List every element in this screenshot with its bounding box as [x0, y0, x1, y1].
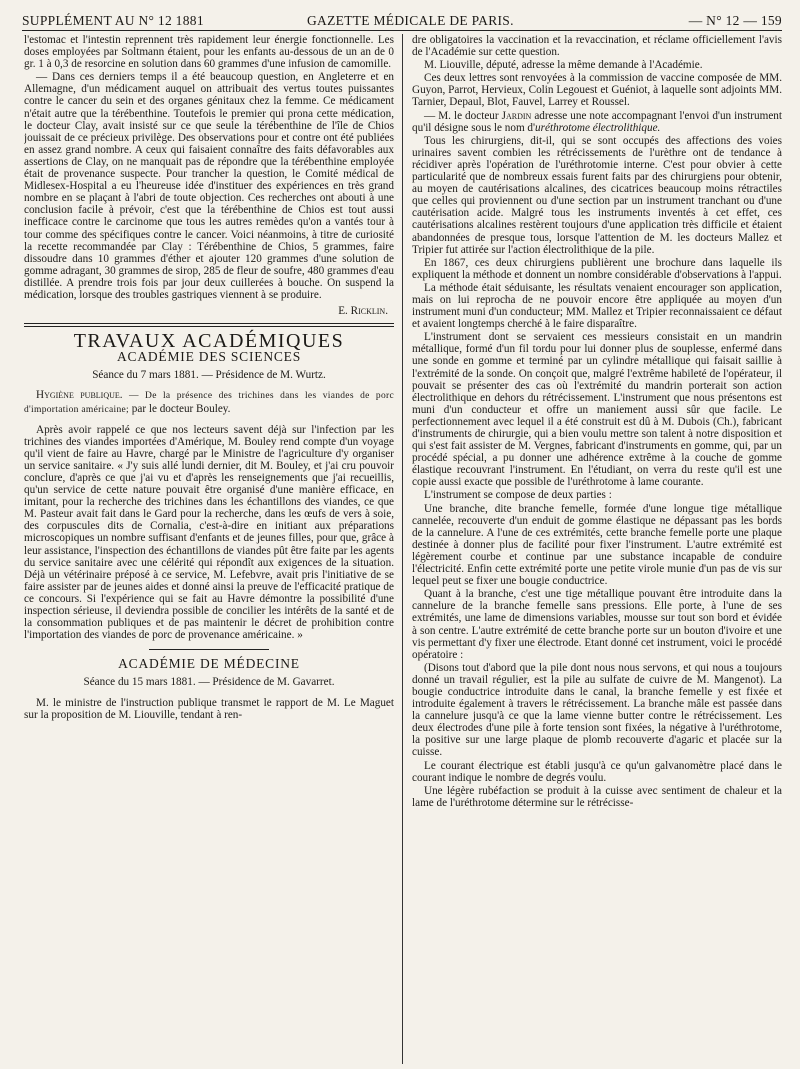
paragraph: Ces deux lettres sont renvoyées à la commission de vaccine composée de MM. Guyon, Parrot, Hervieux, Colin Legouest et Guéniot, à laquelle sont adjoints MM. Tarnier, Depaul, Blot, Fauvel, Larrey et Roussel. [412, 72, 782, 109]
paragraph: Le courant électrique est établi jusqu'à ce qu'un galvanomètre placé dans le courant indique le nombre de degrés voulu. [412, 759, 782, 784]
paragraph: M. Liouville, député, adresse la même demande à l'Académie. [424, 59, 703, 72]
paragraph: En 1867, ces deux chirurgiens publièrent une brochure dans laquelle ils expliquent la méthode et donnent un nombre considérable d'observations à l'appui. [412, 256, 782, 281]
paragraph: — Dans ces derniers temps il a été beaucoup question, en Angleterre et en Allemagne, d'un médicament auquel on attribuait des vertus toutes puissantes contre le cancer du sein et des organes génitaux chez la femme. Ce médicament n'était autre que la térébenthine. Toutefois le premier qui prona cette médication, le docteur Clay, avait insisté sur ce que seule la térébenthine de l'île de Chios jouissait de ce précieux privilège. Des observations pour et contre ont été publiées en assez grand nombre. A ceux qui faisaient connaître des faits défavorables aux assertions de Clay, on ne manquait pas de répondre que la térébenthine employée était de provenance suspecte. Pour trancher la question, le Comité médical de Midlesex-Hospital a eu l'heureuse idée d'instituer des expériences en très grand nombre en se plaçant à l'abri de toute objection. Ces recherches ont abouti à une conclusion facile à prévoir, c'est que la térébenthine de Chios est tout aussi inefficace contre le carcinome que tous les autres remèdes qu'on a vantés tour à tour comme des spécifiques contre le cancer. Voici néanmoins, à titre de curiosité la recette recommandée par Clay : Térébenthine de Chios, 5 grammes, faire dissoudre dans 10 grammes d'éther et ajouter 120 grammes d'une solution de gomme adragant, 30 grammes de sirop, 285 de fleur de soufre, 480 grammes d'eau distillée. A prendre trois fois par jour deux cuillerées à bouche. On suspend la médication, lorsque des troubles gastriques viennent à se produire. [24, 71, 394, 301]
academy-title: ACADÉMIE DES SCIENCES [116, 349, 302, 365]
section-divider [24, 323, 394, 327]
paragraph: — M. le docteur Jardin adresse une note accompagnant l'envoi d'un instrument qu'il désigne sous le nom d'uréthrotome électrolithique. [412, 109, 782, 134]
paragraph: Une branche, dite branche femelle, formée d'une longue tige métallique cannelée, recouverte d'un enduit de gomme élastique ne dépassant pas les bords de la cannelure. A l'une de ces extrémités, cette branche femelle porte une plaque destinée à donner plus de facilité pour fixer l'instrument. L'autre extrémité est légèrement courbe et continue par une substance incapable de conduire l'électricité. Enfin cette extrémité porte une petite virole munie d'un pas de vis sur lequel peut se fixer une bougie conductrice. [412, 502, 782, 588]
page-header [22, 4, 782, 31]
rubric: Hygiène publique. — De la présence des trichines dans les viandes de porc d'importation américaine; par le docteur Bouley. [24, 389, 394, 415]
left-column [24, 34, 394, 1066]
section-title: TRAVAUX ACADÉMIQUES [73, 330, 345, 353]
header-page-number: — N° 12 — 159 [688, 13, 782, 28]
paragraph: La méthode était séduisante, les résultats venaient encourager son application, mais on lui reprocha de ne pouvoir encore être appliquée au moyen d'un instrument muni d'un conducteur; MM. Mallez et Tripier reconnaissaient ce défaut et avaient longtemps cherché à le faire disparaître. [412, 281, 782, 331]
paragraph: Après avoir rappelé ce que nos lecteurs savent déjà sur l'infection par les trichines des viandes importées d'Amérique, M. Bouley rend compte d'un voyage qu'il vient de faire au Havre, chargé par le Ministre de l'agriculture d'y organiser un service sanitaire. « J'y suis allé lundi dernier, dit M. Bouley, et j'ai cru pouvoir conclure, d'après ce que j'ai vu et d'après les renseignements que j'ai recueillis, qu'un service de cette nature pouvait être organisé d'une manière efficace, en imitant, pour la recherche des trichines dans les échantillons des viandes, ce que M. Pasteur avait fait dans le Gard pour la recherche, dans les œufs de vers à soie, des corpuscules dits de Cornalia, c'est-à-dire en initiant aux préparations microscopiques un nombre suffisant d'enfants et de jeunes filles, pour que, grâce à leur assistance, l'inspection des échantillons de viandes pût être faite par les agents du service sanitaire avec une célérité qui répondît aux exigences de la situation. Déjà un vétérinaire préposé à ce service, M. Lefebvre, avait pris l'initiative de se faire assister par de jeunes aides et donné ainsi la preuve de l'efficacité pratique de ce concours. Si l'expérience qui se fait au Havre démontre la possibilité d'une inspection sérieuse, il deviendra possible de concilier les intérêts de la santé et de la consommation publiques et de pas maintenir le décret de prohibition contre l'importation des viandes de porc de provenance américaine. » [24, 423, 394, 642]
academy-title: ACADÉMIE DE MÉDECINE [118, 656, 300, 672]
paragraph: Quant à la branche, c'est une tige métallique pouvant être introduite dans la cannelure de la branche femelle sans pressions. Elle porte, à l'une de ses extrémités, une lame de dimensions variables, mousse sur tout son bord et évidée à son centre. L'autre extrémité de cette branche porte sur un bouton d'ivoire et une vis permettant d'y fixer une électrode. Etant donné cet instrument, voici le procédé opératoire : [412, 588, 782, 661]
paragraph: dre obligatoires la vaccination et la revaccination, et réclame officiellement l'avis de l'Académie sur cette question. [412, 34, 782, 59]
paragraph: L'instrument dont se servaient ces messieurs consistait en un mandrin métallique, formé d'un fil tordu pour lui donner plus de souplesse, enfermé dans une sonde en gomme et terminé par un cylindre métallique qui faisait saillie à l'extrémité de la sonde. On conçoit que, malgré l'extrême habileté de l'opérateur, il pouvait se présenter des cas où l'extrémité du mandrin porterait son action électrolithique en dehors du rétrécissement. L'instrument que nous présentons est muni d'un conducteur et offre un maniement aussi sûr que facile. Le perfectionnement avec lequel il a été construit est dû à M. Dubois (Ch.), fabricant d'instruments de chirurgie, qui a bien voulu mettre son talent à notre disposition et qui s'est fait assister de M. Vergnes, fabricant d'instruments en gomme, qui, par un procédé spécial, a pu donner une adhérence extrême à la couche de gomme élastique recouvrant l'instrument. En l'étudiant, on verra du reste qu'il est une copie aussi exacte que possible de l'uréthrotome à lame courante. [412, 331, 782, 489]
paragraph: Une légère rubéfaction se produit à la cuisse avec sentiment de chaleur et la lame de l'uréthrotome détermine sur le rétrécisse- [412, 784, 782, 809]
header-journal-title: GAZETTE MÉDICALE DE PARIS. [307, 13, 514, 28]
right-column [412, 34, 782, 1066]
divider [149, 649, 269, 650]
signature: E. Ricklin. [338, 305, 388, 318]
paragraph: M. le ministre de l'instruction publique transmet le rapport de M. Le Maguet sur la proposition de M. Liouville, tendant à ren- [24, 696, 394, 721]
session-line: Séance du 7 mars 1881. — Présidence de M. Wurtz. [92, 369, 326, 382]
column-divider [402, 34, 403, 1064]
paragraph: l'estomac et l'intestin reprennent très rapidement leur énergie fonctionnelle. Les doses employées par Soltmann étaient, pour les enfants au-dessous de un an de 0 gr. 1 à 0,3 de resorcine en solution dans 60 grammes d'une infusion de camomille. [24, 34, 394, 71]
paragraph: Tous les chirurgiens, dit-il, qui se sont occupés des affections des voies urinaires savent combien les rétrécissements de l'urèthre ont de tendance à récidiver après l'opération de l'uréthrotomie interne. C'est pour obvier à cette particularité que de nombreux essais furent faits par des chirurgiens pour obtenir, au moyen de cautérisations alcalines, des cicatrices beaucoup moins rétractiles que celles qui proviennent ou d'une section par un instrument tranchant ou d'une cautérisation acide. Malgré tous les instruments inventés à cet effet, ces cautérisations alcalines restèrent toujours d'une application très difficile et étaient abandonnées de presque tous, lorsque l'attention de M. les docteurs Mallez et Tripier fut attirée sur l'action électrolithique de la pile. [412, 134, 782, 256]
paragraph: L'instrument se compose de deux parties : [424, 489, 612, 502]
paragraph: (Disons tout d'abord que la pile dont nous nous servons, et qui nous a toujours donné un travail régulier, est la pile au sulfate de cuivre de M. Mangenot). La bougie conductrice introduite dans le canal, la branche femelle y est fixée et introduite également à travers le rétrécissement. La branche mâle est passée dans la cannelure jusqu'à ce que la lame vienne butter contre le rétrécissement. Les deux électrodes d'une pile à forte tension sont fixées, la négative à l'uréthrotome, la positive sur une large plaque de plomb recouverte d'agaric et placée sur la cuisse. [412, 661, 782, 759]
session-line: Séance du 15 mars 1881. — Présidence de M. Gavarret. [83, 676, 335, 689]
header-supplement: SUPPLÉMENT AU N° 12 1881 [22, 13, 204, 28]
